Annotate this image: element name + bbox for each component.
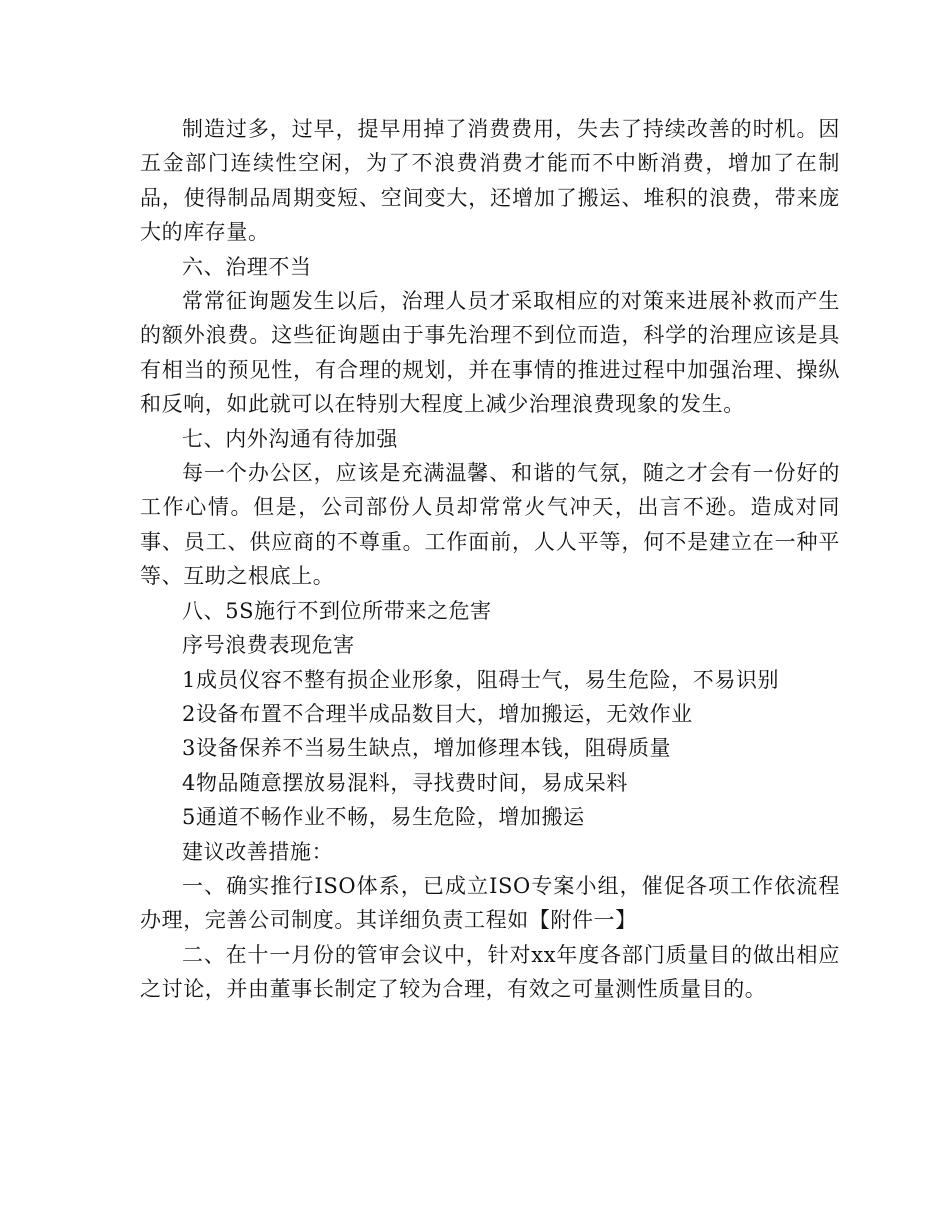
table-header-line: 序号浪费表现危害: [182, 633, 355, 658]
paragraph-management: 常常征询题发生以后，治理人员才采取相应的对策来进展补救而产生的额外浪费。这些征询题由于事先治理不到位而造，科学的治理应该是具有相当的预见性，有合理的规划，并在事情的推进过程中加强治理、操纵和反响，如此就可以在特别大程度上减少治理浪费现象的发生。: [140, 289, 840, 417]
paragraph-overproduction: 制造过多，过早，提早用掉了消费费用，失去了持续改善的时机。因五金部门连续性空闲，为了不浪费消费才能而不中断消费，增加了在制品，使得制品周期变短、空间变大，还增加了搬运、堆积的浪费，带来庞大的库存量。: [140, 117, 840, 245]
document-body: [140, 112, 840, 1007]
heading-section-7: 七、内外沟通有待加强: [182, 426, 398, 451]
list-item: 4物品随意摆放易混料，寻找费时间，易成呆料: [182, 770, 628, 795]
heading-section-8: 八、5S施行不到位所带来之危害: [182, 598, 492, 623]
paragraph-measure-2: 二、在十一月份的管审会议中，针对xx年度各部门质量目的做出相应之讨论，并由董事长制定了较为合理，有效之可量测性质量目的。: [140, 942, 840, 1002]
paragraph-measure-1: 一、确实推行ISO体系，已成立ISO专案小组，催促各项工作依流程办理，完善公司制度。其详细负责工程如【附件一】: [140, 873, 840, 933]
list-item: 1成员仪容不整有损企业形象，阻碍士气，易生危险，不易识别: [182, 667, 780, 692]
list-item: 3设备保养不当易生缺点，增加修理本钱，阻碍质量: [182, 736, 672, 761]
heading-improvement-measures: 建议改善措施：: [182, 839, 334, 864]
paragraph-communication: 每一个办公区，应该是充满温馨、和谐的气氛，随之才会有一份好的工作心情。但是，公司部份人员却常常火气冲天，出言不逊。造成对同事、员工、供应商的不尊重。工作面前，人人平等，何不是建立在一种平等、互助之根底上。: [140, 461, 840, 589]
list-item: 2设备布置不合理半成品数目大，增加搬运，无效作业: [182, 701, 693, 726]
heading-section-6: 六、治理不当: [182, 254, 312, 279]
list-item: 5通道不畅作业不畅，易生危险，增加搬运: [182, 805, 585, 830]
